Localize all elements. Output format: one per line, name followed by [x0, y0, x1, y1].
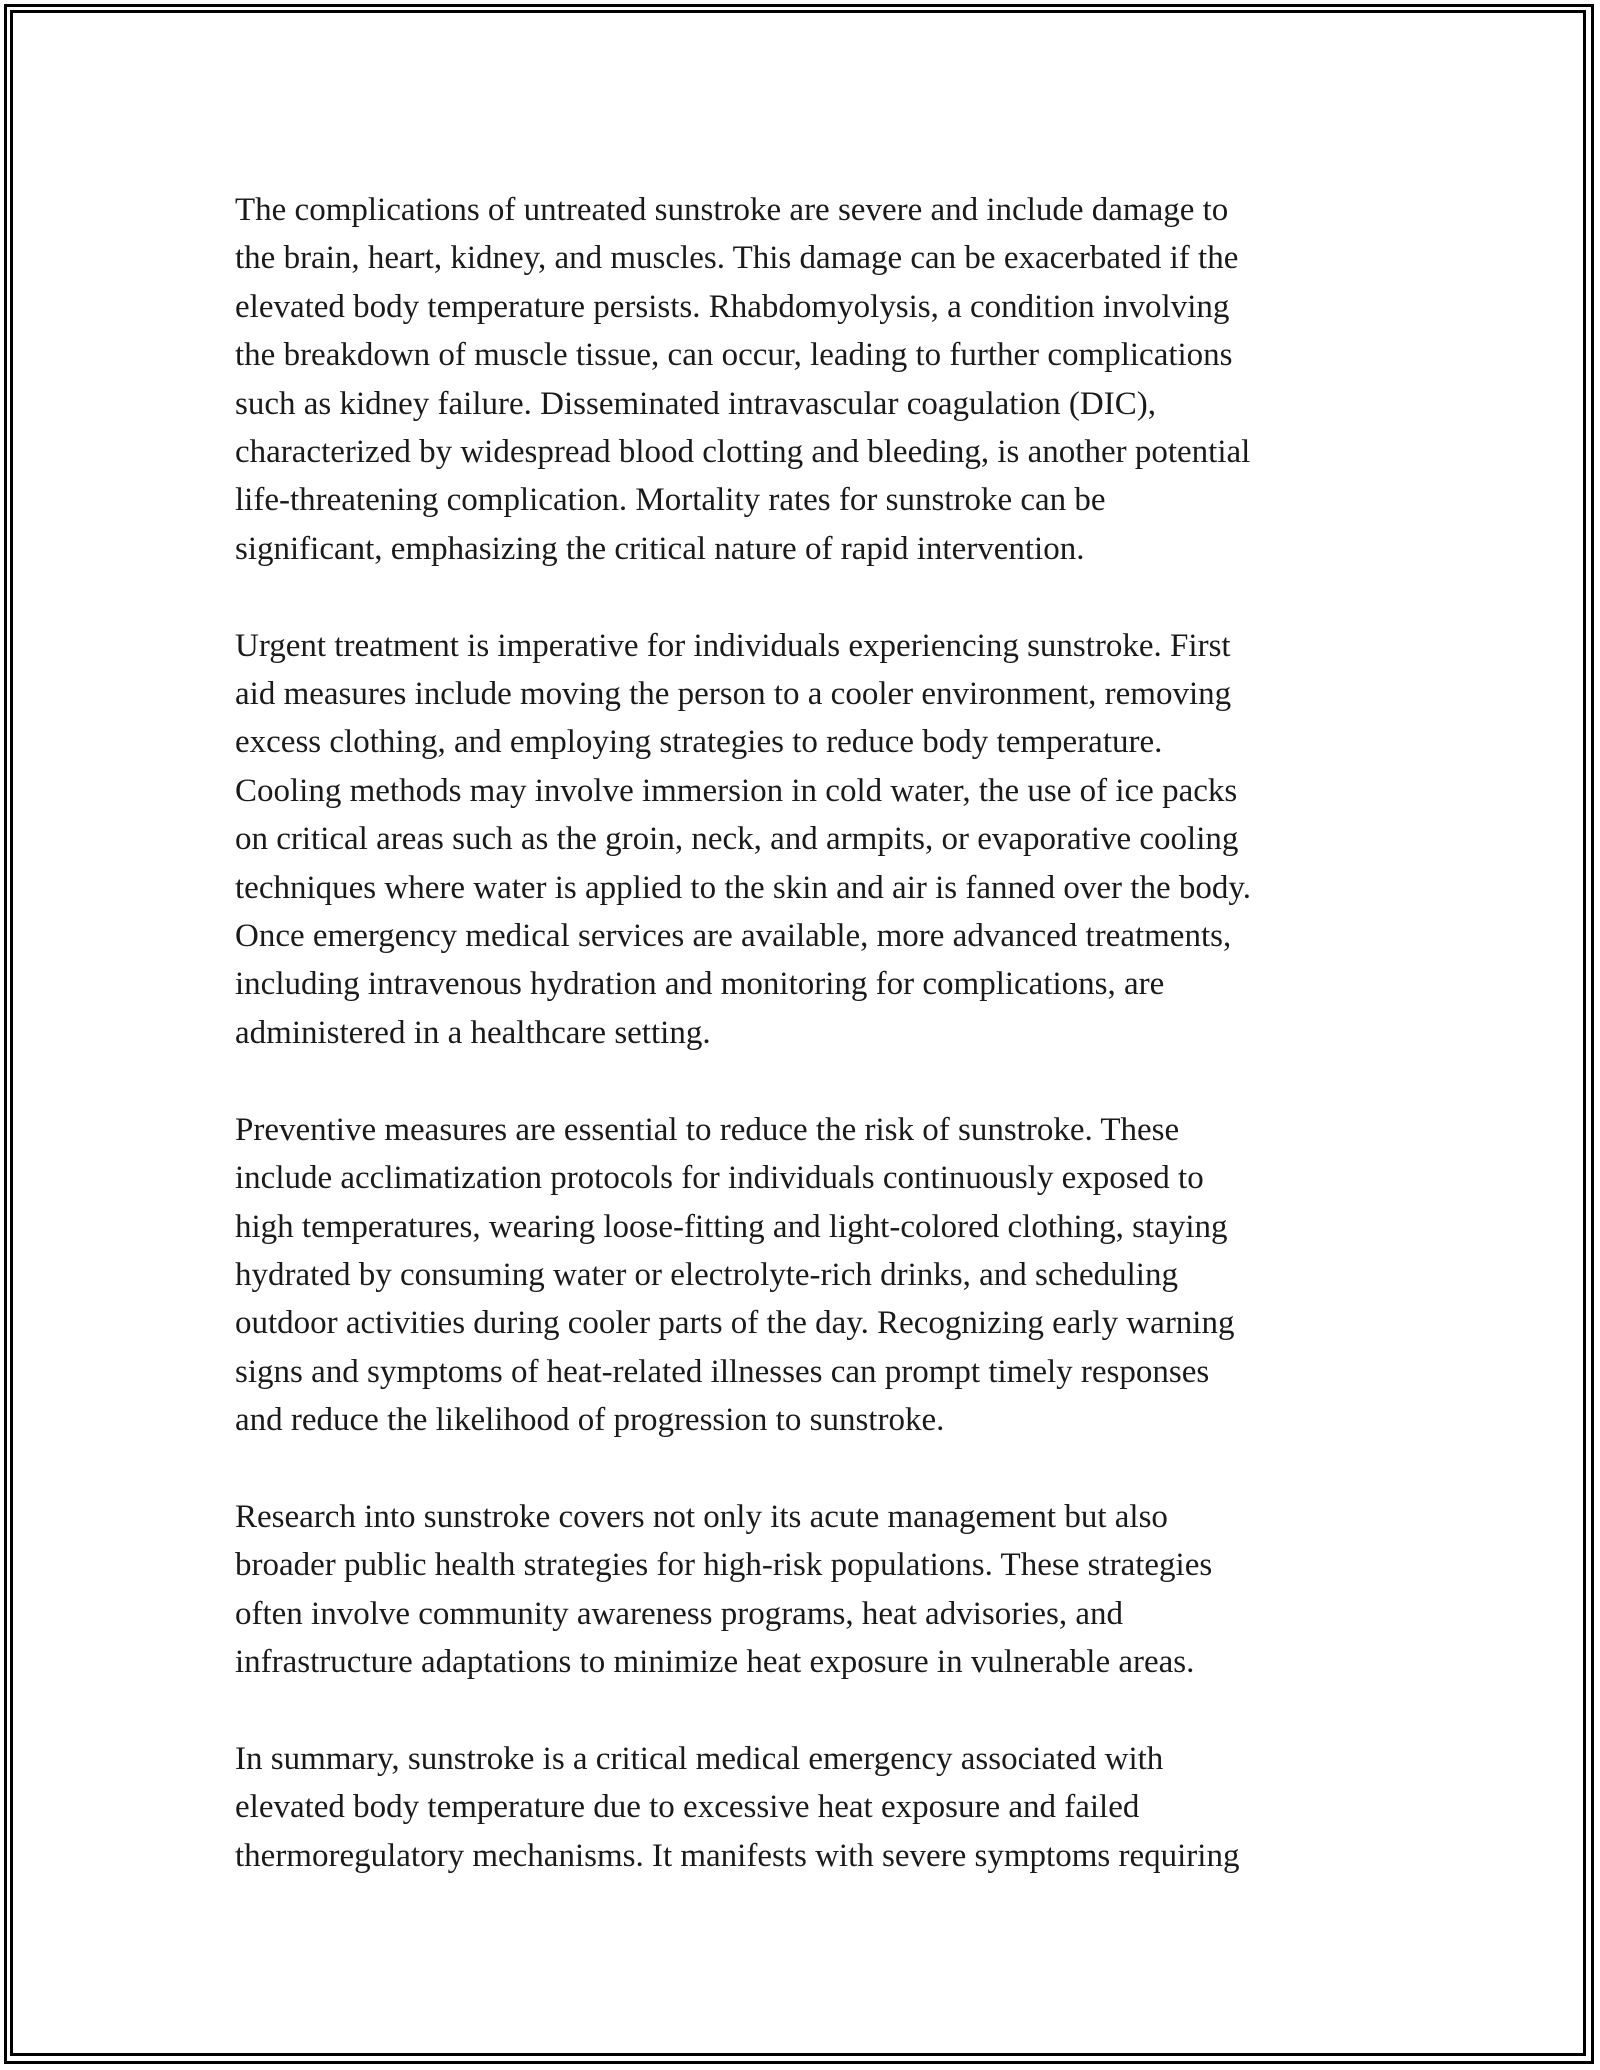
document-body	[235, 186, 1375, 1880]
text-line: the breakdown of muscle tissue, can occur, leading to further complications	[235, 337, 1233, 374]
text-line: elevated body temperature due to excessive heat exposure and failed	[235, 1789, 1140, 1826]
text-line: include acclimatization protocols for individuals continuously exposed to	[235, 1160, 1204, 1197]
text-line: hydrated by consuming water or electrolyte-rich drinks, and scheduling	[235, 1256, 1178, 1293]
text-line: Cooling methods may involve immersion in cold water, the use of ice packs	[235, 772, 1238, 809]
text-line: signs and symptoms of heat-related illnesses can prompt timely responses	[235, 1353, 1210, 1390]
text-line: characterized by widespread blood clotting and bleeding, is another potential	[235, 434, 1251, 471]
text-line: aid measures include moving the person to a cooler environment, removing	[235, 676, 1232, 713]
text-line: significant, emphasizing the critical nature of rapid intervention.	[235, 530, 1085, 567]
text-line: excess clothing, and employing strategies to reduce body temperature.	[235, 724, 1163, 761]
paragraph-research	[235, 1493, 1375, 1687]
text-line: on critical areas such as the groin, neck, and armpits, or evaporative cooling	[235, 821, 1239, 858]
paragraph-treatment	[235, 622, 1375, 1058]
text-line: outdoor activities during cooler parts of the day. Recognizing early warning	[235, 1305, 1235, 1342]
text-line: such as kidney failure. Disseminated intravascular coagulation (DIC),	[235, 385, 1156, 422]
text-line: Preventive measures are essential to reduce the risk of sunstroke. These	[235, 1111, 1180, 1148]
text-line: the brain, heart, kidney, and muscles. This damage can be exacerbated if the	[235, 240, 1239, 277]
text-line: life-threatening complication. Mortality rates for sunstroke can be	[235, 482, 1106, 519]
paragraph-summary	[235, 1735, 1375, 1880]
text-line: thermoregulatory mechanisms. It manifests with severe symptoms requiring	[235, 1837, 1240, 1874]
text-line: and reduce the likelihood of progression to sunstroke.	[235, 1402, 945, 1439]
text-line: The complications of untreated sunstroke are severe and include damage to	[235, 192, 1229, 228]
text-line: elevated body temperature persists. Rhabdomyolysis, a condition involving	[235, 288, 1230, 325]
text-line: including intravenous hydration and monitoring for complications, are	[235, 966, 1165, 1003]
text-line: Research into sunstroke covers not only its acute management but also	[235, 1498, 1168, 1535]
paragraph-prevention	[235, 1106, 1375, 1445]
paragraph-complications	[235, 186, 1375, 573]
text-line: Urgent treatment is imperative for individuals experiencing sunstroke. First	[235, 627, 1231, 664]
text-line: administered in a healthcare setting.	[235, 1014, 711, 1051]
text-line: high temperatures, wearing loose-fitting and light-colored clothing, staying	[235, 1208, 1228, 1245]
text-line: techniques where water is applied to the skin and air is fanned over the body.	[235, 869, 1251, 906]
text-line: often involve community awareness programs, heat advisories, and	[235, 1595, 1124, 1632]
text-line: Once emergency medical services are available, more advanced treatments,	[235, 918, 1232, 955]
text-line: infrastructure adaptations to minimize heat exposure in vulnerable areas.	[235, 1644, 1195, 1681]
text-line: In summary, sunstroke is a critical medical emergency associated with	[235, 1740, 1164, 1777]
text-line: broader public health strategies for high-risk populations. These strategies	[235, 1547, 1213, 1584]
